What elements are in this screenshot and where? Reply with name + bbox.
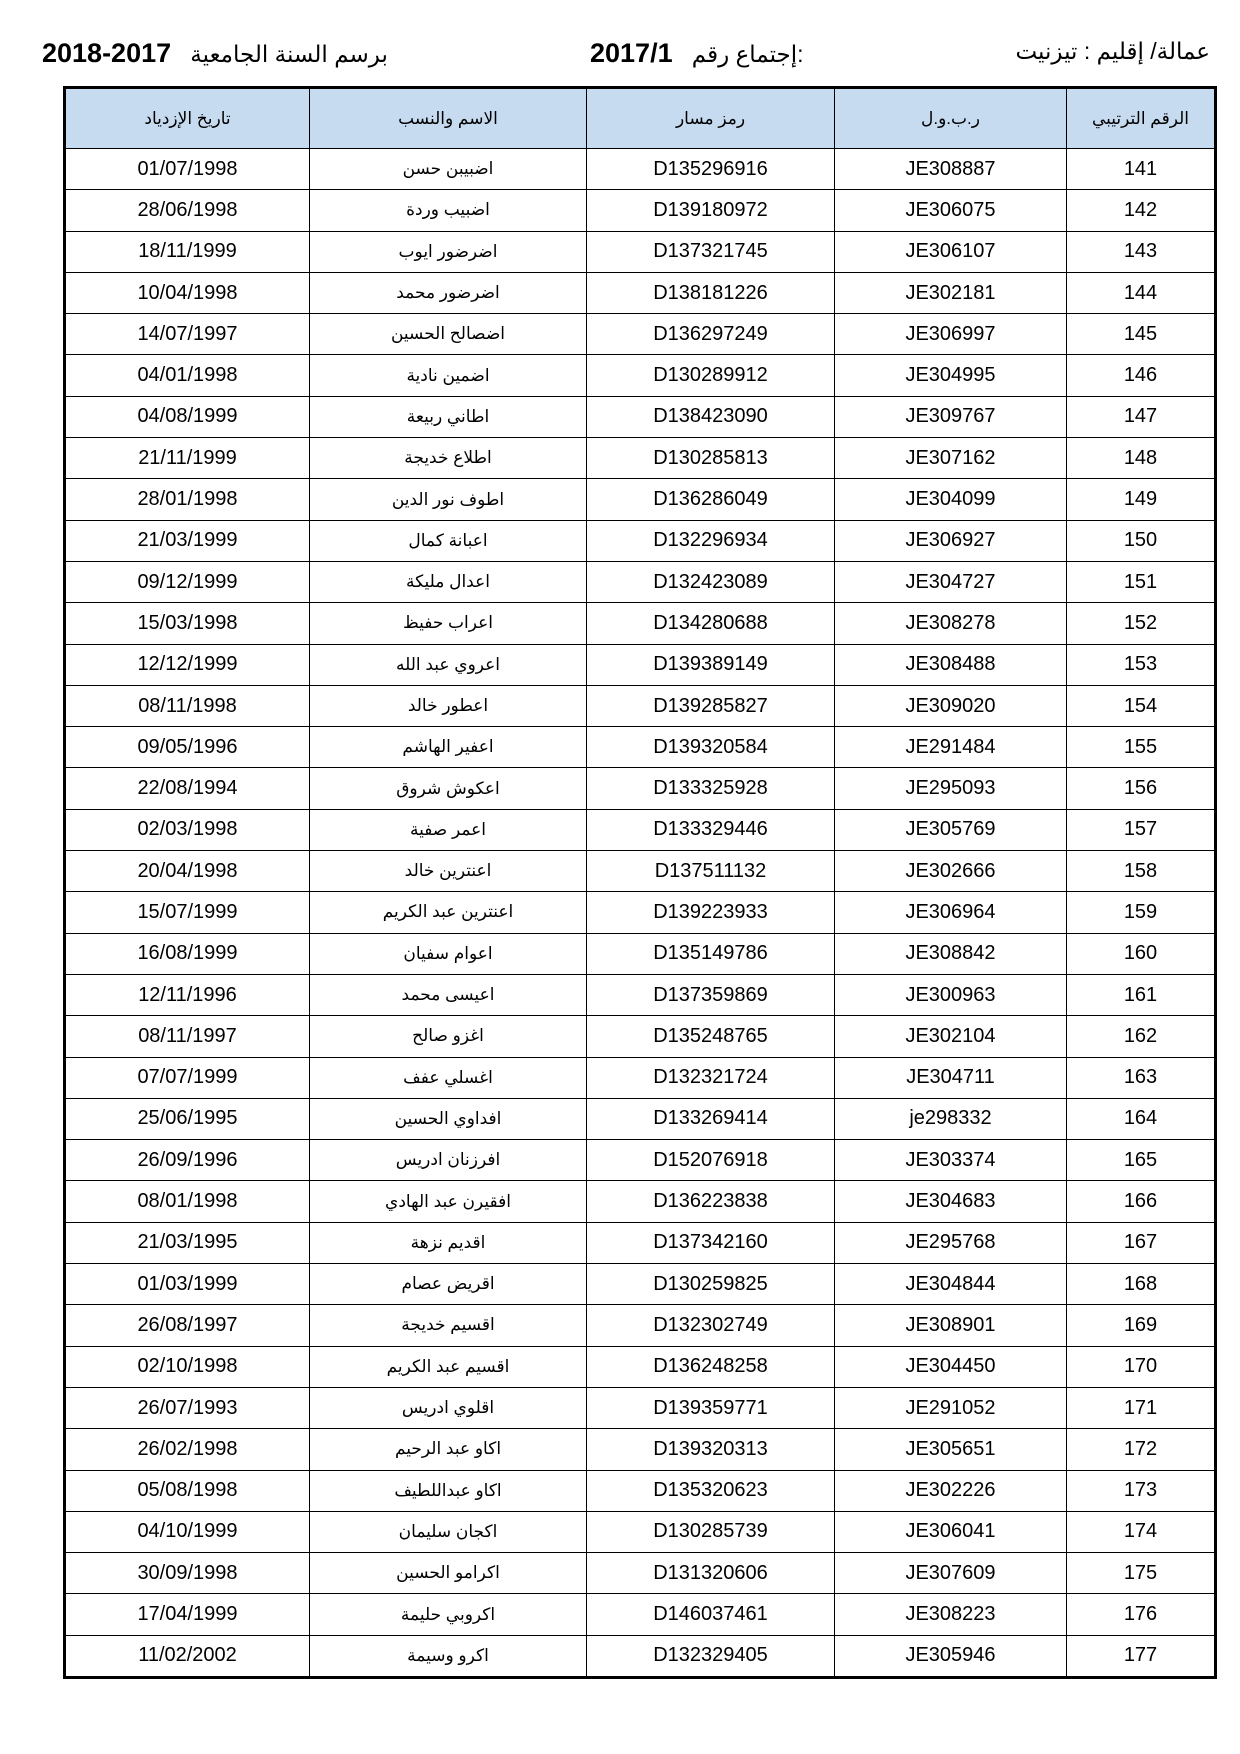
name-cell: اغزو صالح [310,1016,587,1057]
date-cell: 11/02/2002 [65,1635,310,1677]
table-row [65,438,1216,479]
massar-code-cell: D136297249 [587,314,835,355]
massar-code-cell: D130289912 [587,355,835,396]
table-row [65,396,1216,437]
row-number-cell: 163 [1067,1057,1216,1098]
rbol-cell: JE308842 [835,933,1067,974]
date-cell: 01/07/1998 [65,149,310,190]
name-cell: اكاو عبداللطيف [310,1470,587,1511]
table-row [65,1635,1216,1677]
students-table-container [63,86,1214,1691]
rbol-cell: JE306041 [835,1511,1067,1552]
massar-code-cell: D139320584 [587,727,835,768]
date-cell: 20/04/1998 [65,851,310,892]
name-cell: اكجان سليمان [310,1511,587,1552]
table-row [65,809,1216,850]
rbol-cell: JE304711 [835,1057,1067,1098]
table-row [65,561,1216,602]
massar-code-cell: D133325928 [587,768,835,809]
academic-year-label: برسم السنة الجامعية [190,41,388,67]
massar-code-cell: D137511132 [587,851,835,892]
rbol-cell: JE308901 [835,1305,1067,1346]
page-header [42,38,1210,78]
rbol-cell: JE295768 [835,1222,1067,1263]
date-cell: 15/07/1999 [65,892,310,933]
row-number-cell: 156 [1067,768,1216,809]
row-number-cell: 177 [1067,1635,1216,1677]
name-cell: اطلاع خديجة [310,438,587,479]
massar-code-cell: D139285827 [587,685,835,726]
massar-code-cell: D130285813 [587,438,835,479]
date-cell: 28/01/1998 [65,479,310,520]
table-row [65,149,1216,190]
region-label: عمالة/ إقليم : تيزنيت [1015,38,1210,64]
date-cell: 21/11/1999 [65,438,310,479]
row-number-cell: 159 [1067,892,1216,933]
table-row [65,355,1216,396]
name-cell: اعمر صفية [310,809,587,850]
massar-code-cell: D136286049 [587,479,835,520]
row-number-cell: 151 [1067,561,1216,602]
name-cell: اطاني ربيعة [310,396,587,437]
table-row [65,1387,1216,1428]
date-cell: 02/10/1998 [65,1346,310,1387]
rbol-cell: JE303374 [835,1140,1067,1181]
rbol-cell: JE302181 [835,272,1067,313]
table-row [65,933,1216,974]
name-cell: اضصالح الحسين [310,314,587,355]
row-number-cell: 145 [1067,314,1216,355]
name-cell: اقديم نزهة [310,1222,587,1263]
table-row [65,768,1216,809]
rbol-cell: JE295093 [835,768,1067,809]
column-header-date: تاريخ الإزدياد [65,88,310,149]
row-number-cell: 168 [1067,1264,1216,1305]
rbol-cell: JE306075 [835,190,1067,231]
academic-year [42,38,388,69]
massar-code-cell: D132321724 [587,1057,835,1098]
name-cell: اعكوش شروق [310,768,587,809]
table-row [65,1098,1216,1139]
name-cell: اطوف نور الدين [310,479,587,520]
name-cell: اعوام سفيان [310,933,587,974]
row-number-cell: 150 [1067,520,1216,561]
date-cell: 17/04/1999 [65,1594,310,1635]
row-number-cell: 169 [1067,1305,1216,1346]
table-row [65,685,1216,726]
massar-code-cell: D135320623 [587,1470,835,1511]
table-row [65,1305,1216,1346]
date-cell: 08/11/1998 [65,685,310,726]
rbol-cell: JE305946 [835,1635,1067,1677]
name-cell: اعبانة كمال [310,520,587,561]
date-cell: 08/11/1997 [65,1016,310,1057]
name-cell: اعيسى محمد [310,974,587,1015]
row-number-cell: 173 [1067,1470,1216,1511]
massar-code-cell: D139320313 [587,1429,835,1470]
massar-code-cell: D137359869 [587,974,835,1015]
table-row [65,1470,1216,1511]
table-header-row [65,88,1216,149]
name-cell: اضبيب وردة [310,190,587,231]
name-cell: اضبيبن حسن [310,149,587,190]
massar-code-cell: D139389149 [587,644,835,685]
date-cell: 05/08/1998 [65,1470,310,1511]
row-number-cell: 146 [1067,355,1216,396]
table-row [65,1511,1216,1552]
meeting-number-value: 2017/1 [590,38,673,68]
rbol-cell: JE302104 [835,1016,1067,1057]
rbol-cell: JE308278 [835,603,1067,644]
date-cell: 04/01/1998 [65,355,310,396]
massar-code-cell: D132423089 [587,561,835,602]
students-table [63,86,1217,1679]
column-header-name: الاسم والنسب [310,88,587,149]
date-cell: 21/03/1999 [65,520,310,561]
date-cell: 30/09/1998 [65,1553,310,1594]
massar-code-cell: D139223933 [587,892,835,933]
massar-code-cell: D136248258 [587,1346,835,1387]
date-cell: 04/08/1999 [65,396,310,437]
date-cell: 07/07/1999 [65,1057,310,1098]
table-row [65,1057,1216,1098]
rbol-cell: JE291052 [835,1387,1067,1428]
massar-code-cell: D135248765 [587,1016,835,1057]
table-row [65,314,1216,355]
column-header-massar: رمز مسار [587,88,835,149]
date-cell: 26/02/1998 [65,1429,310,1470]
massar-code-cell: D137342160 [587,1222,835,1263]
row-number-cell: 153 [1067,644,1216,685]
name-cell: اقسيم عبد الكريم [310,1346,587,1387]
name-cell: افداوي الحسين [310,1098,587,1139]
massar-code-cell: D137321745 [587,231,835,272]
date-cell: 10/04/1998 [65,272,310,313]
rbol-cell: JE304450 [835,1346,1067,1387]
row-number-cell: 154 [1067,685,1216,726]
name-cell: اضرضور ايوب [310,231,587,272]
row-number-cell: 142 [1067,190,1216,231]
rbol-cell: JE304995 [835,355,1067,396]
massar-code-cell: D152076918 [587,1140,835,1181]
name-cell: اضمين نادية [310,355,587,396]
rbol-cell: JE308887 [835,149,1067,190]
row-number-cell: 175 [1067,1553,1216,1594]
rbol-cell: JE291484 [835,727,1067,768]
table-row [65,892,1216,933]
table-row [65,851,1216,892]
row-number-cell: 143 [1067,231,1216,272]
massar-code-cell: D130259825 [587,1264,835,1305]
rbol-cell: JE304727 [835,561,1067,602]
name-cell: افقيرن عبد الهادي [310,1181,587,1222]
table-row [65,1346,1216,1387]
massar-code-cell: D135296916 [587,149,835,190]
name-cell: اكاو عبد الرحيم [310,1429,587,1470]
row-number-cell: 158 [1067,851,1216,892]
row-number-cell: 165 [1067,1140,1216,1181]
date-cell: 16/08/1999 [65,933,310,974]
rbol-cell: JE304683 [835,1181,1067,1222]
rbol-cell: JE306964 [835,892,1067,933]
table-row [65,603,1216,644]
row-number-cell: 152 [1067,603,1216,644]
rbol-cell: JE306997 [835,314,1067,355]
massar-code-cell: D134280688 [587,603,835,644]
table-row [65,1264,1216,1305]
row-number-cell: 141 [1067,149,1216,190]
massar-code-cell: D133329446 [587,809,835,850]
table-row [65,1594,1216,1635]
massar-code-cell: D138423090 [587,396,835,437]
row-number-cell: 155 [1067,727,1216,768]
table-row [65,1553,1216,1594]
table-row [65,231,1216,272]
table-row [65,1429,1216,1470]
row-number-cell: 161 [1067,974,1216,1015]
date-cell: 14/07/1997 [65,314,310,355]
date-cell: 02/03/1998 [65,809,310,850]
rbol-cell: JE308488 [835,644,1067,685]
date-cell: 12/11/1996 [65,974,310,1015]
name-cell: اكرامو الحسين [310,1553,587,1594]
rbol-cell: JE306927 [835,520,1067,561]
row-number-cell: 174 [1067,1511,1216,1552]
date-cell: 18/11/1999 [65,231,310,272]
rbol-cell: JE308223 [835,1594,1067,1635]
massar-code-cell: D130285739 [587,1511,835,1552]
name-cell: اعراب حفيظ [310,603,587,644]
rbol-cell: JE305769 [835,809,1067,850]
date-cell: 26/08/1997 [65,1305,310,1346]
academic-year-value: 2018-2017 [42,38,172,68]
massar-code-cell: D136223838 [587,1181,835,1222]
table-row [65,520,1216,561]
date-cell: 15/03/1998 [65,603,310,644]
name-cell: اقلوي ادريس [310,1387,587,1428]
row-number-cell: 164 [1067,1098,1216,1139]
row-number-cell: 176 [1067,1594,1216,1635]
column-header-rbol: ر.ب.و.ل [835,88,1067,149]
name-cell: اكرو وسيمة [310,1635,587,1677]
row-number-cell: 171 [1067,1387,1216,1428]
row-number-cell: 149 [1067,479,1216,520]
date-cell: 09/12/1999 [65,561,310,602]
name-cell: اعطور خالد [310,685,587,726]
massar-code-cell: D138181226 [587,272,835,313]
name-cell: اقريض عصام [310,1264,587,1305]
table-row [65,644,1216,685]
rbol-cell: JE300963 [835,974,1067,1015]
row-number-cell: 170 [1067,1346,1216,1387]
table-row [65,1181,1216,1222]
row-number-cell: 147 [1067,396,1216,437]
rbol-cell: JE302666 [835,851,1067,892]
date-cell: 28/06/1998 [65,190,310,231]
row-number-cell: 162 [1067,1016,1216,1057]
date-cell: 26/07/1993 [65,1387,310,1428]
rbol-cell: JE307609 [835,1553,1067,1594]
row-number-cell: 160 [1067,933,1216,974]
row-number-cell: 172 [1067,1429,1216,1470]
massar-code-cell: D132296934 [587,520,835,561]
date-cell: 09/05/1996 [65,727,310,768]
table-row [65,974,1216,1015]
date-cell: 12/12/1999 [65,644,310,685]
massar-code-cell: D132302749 [587,1305,835,1346]
name-cell: اعنترين خالد [310,851,587,892]
date-cell: 04/10/1999 [65,1511,310,1552]
rbol-cell: JE302226 [835,1470,1067,1511]
table-row [65,1140,1216,1181]
date-cell: 08/01/1998 [65,1181,310,1222]
name-cell: اعدال مليكة [310,561,587,602]
massar-code-cell: D139180972 [587,190,835,231]
rbol-cell: JE306107 [835,231,1067,272]
meeting-number-label: إجتماع رقم: [691,41,804,67]
table-row [65,727,1216,768]
rbol-cell: JE304844 [835,1264,1067,1305]
name-cell: اضرضور محمد [310,272,587,313]
table-row [65,190,1216,231]
massar-code-cell: D139359771 [587,1387,835,1428]
massar-code-cell: D131320606 [587,1553,835,1594]
table-row [65,479,1216,520]
date-cell: 21/03/1995 [65,1222,310,1263]
rbol-cell: je298332 [835,1098,1067,1139]
table-row [65,1016,1216,1057]
massar-code-cell: D132329405 [587,1635,835,1677]
rbol-cell: JE304099 [835,479,1067,520]
row-number-cell: 144 [1067,272,1216,313]
rbol-cell: JE307162 [835,438,1067,479]
row-number-cell: 167 [1067,1222,1216,1263]
name-cell: اعفير الهاشم [310,727,587,768]
table-row [65,1222,1216,1263]
date-cell: 26/09/1996 [65,1140,310,1181]
name-cell: افرزنان ادريس [310,1140,587,1181]
date-cell: 25/06/1995 [65,1098,310,1139]
rbol-cell: JE309767 [835,396,1067,437]
massar-code-cell: D133269414 [587,1098,835,1139]
column-header-number: الرقم الترتيبي [1067,88,1216,149]
date-cell: 01/03/1999 [65,1264,310,1305]
meeting-number [590,38,804,69]
rbol-cell: JE309020 [835,685,1067,726]
massar-code-cell: D135149786 [587,933,835,974]
name-cell: اعروي عبد الله [310,644,587,685]
name-cell: اغسلي عفف [310,1057,587,1098]
date-cell: 22/08/1994 [65,768,310,809]
name-cell: اعنترين عبد الكريم [310,892,587,933]
rbol-cell: JE305651 [835,1429,1067,1470]
table-row [65,272,1216,313]
name-cell: اقسيم خديجة [310,1305,587,1346]
row-number-cell: 148 [1067,438,1216,479]
name-cell: اكروبي حليمة [310,1594,587,1635]
row-number-cell: 157 [1067,809,1216,850]
row-number-cell: 166 [1067,1181,1216,1222]
table-body [65,149,1216,1678]
massar-code-cell: D146037461 [587,1594,835,1635]
